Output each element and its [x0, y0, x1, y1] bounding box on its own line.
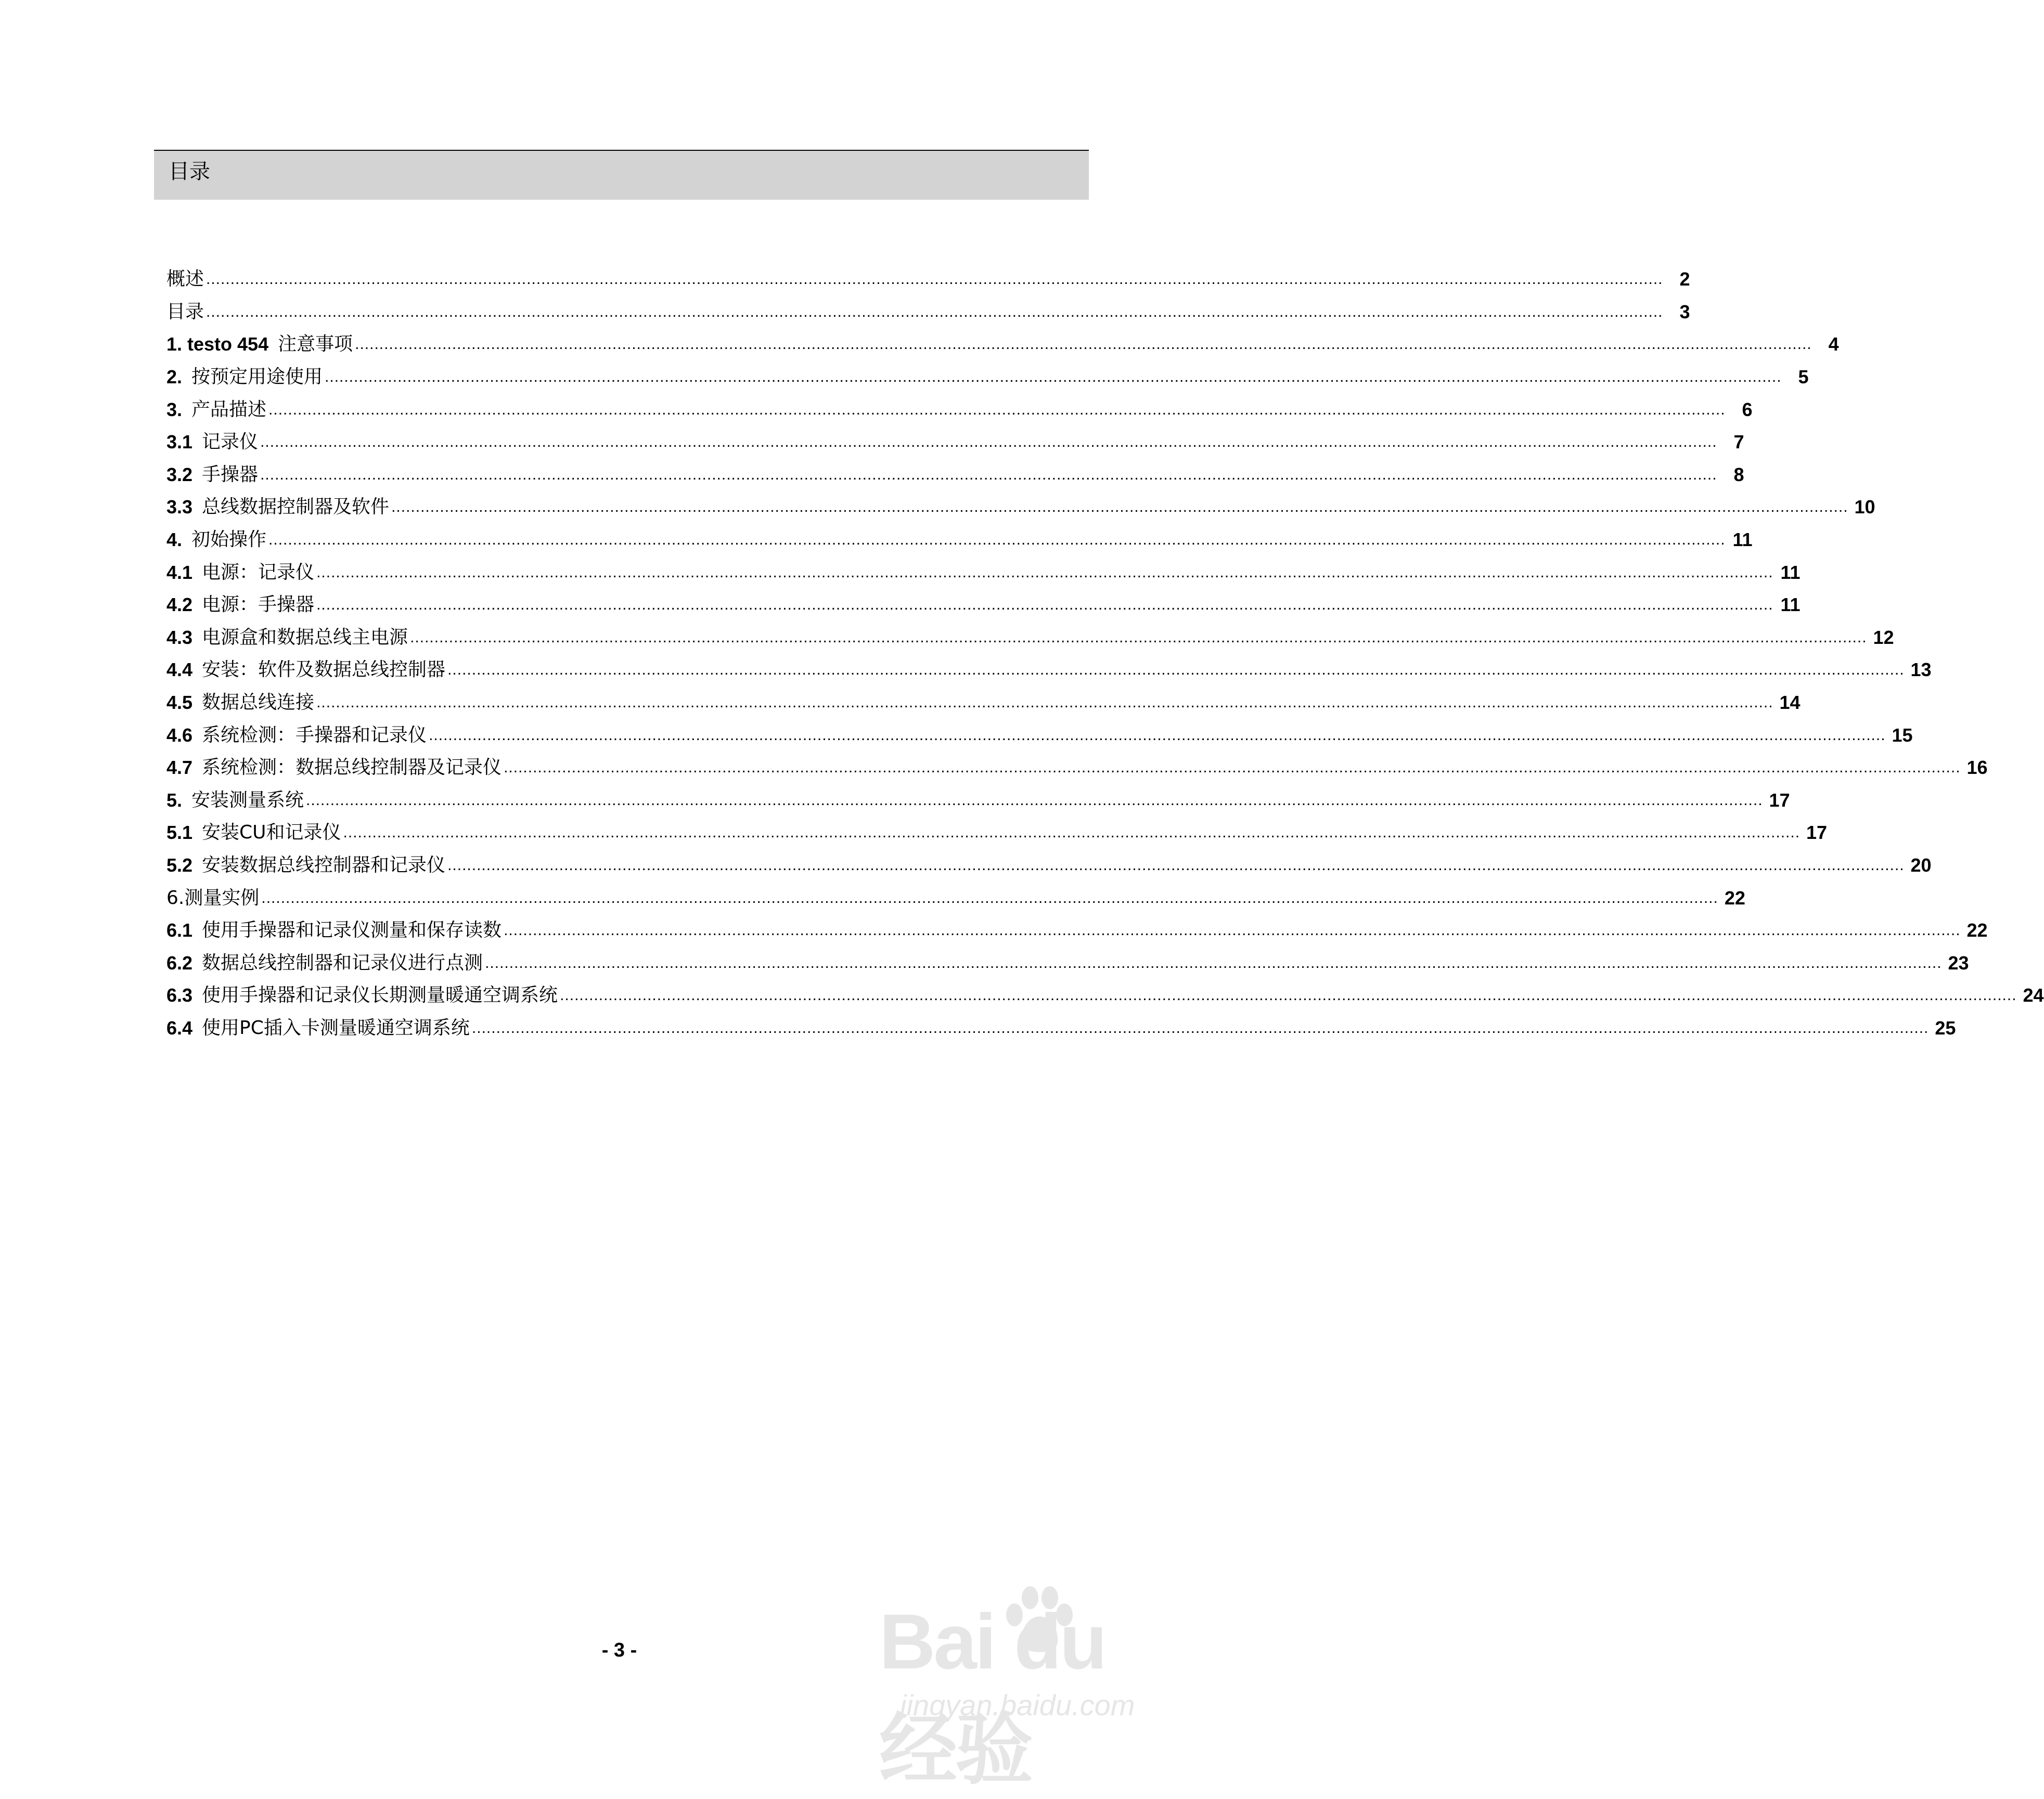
toc-entry-page: 24 [2023, 985, 2044, 1006]
toc-leader-dots: ............................................................................................................................................................................................................................................................................................................ [306, 791, 1763, 809]
toc-entry[interactable] [166, 979, 2044, 1012]
toc-entry-page: 14 [1779, 692, 1801, 714]
toc-leader-dots: ............................................................................................................................................................................................................................................................................................................ [206, 303, 1663, 320]
toc-entry-number: 4.7 [166, 757, 193, 779]
toc-leader-dots: ............................................................................................................................................................................................................................................................................................................ [447, 661, 1905, 679]
toc-entry[interactable] [166, 361, 1809, 394]
toc-entry-page: 11 [1780, 561, 1801, 583]
toc-leader-dots: ............................................................................................................................................................................................................................................................................................................ [316, 563, 1773, 581]
toc-leader-dots: ............................................................................................................................................................................................................................................................................................................ [316, 694, 1773, 711]
toc-leader-dots: ............................................................................................................................................................................................................................................................................................................ [325, 368, 1782, 386]
toc-entry-number: 2. [166, 366, 183, 388]
toc-entry-page: 13 [1910, 659, 1932, 681]
toc-entry-title: 电源：手操器 [202, 594, 315, 616]
toc-entry-number: 3. [166, 398, 183, 420]
toc-entry-number: 3.2 [166, 463, 193, 485]
toc-leader-dots: ............................................................................................................................................................................................................................................................................................................ [343, 824, 1801, 842]
toc-leader-dots: ............................................................................................................................................................................................................................................................................................................ [355, 335, 1812, 353]
toc-leader-dots: ............................................................................................................................................................................................................................................................................................................ [410, 628, 1867, 646]
toc-entry-number: 4. [166, 529, 183, 551]
toc-entry[interactable] [166, 882, 1745, 914]
toc-entry-page: 2 [1679, 268, 1690, 290]
toc-entry-number: 4.6 [166, 724, 193, 746]
toc-leader-dots: ............................................................................................................................................................................................................................................................................................................ [268, 531, 1726, 549]
toc-entry[interactable] [166, 328, 1839, 361]
toc-entry-title: 6.测量实例 [166, 887, 260, 909]
toc-entry-page: 16 [1966, 757, 1988, 779]
toc-entry-title: 安装测量系统 [191, 789, 304, 811]
toc-entry-page: 22 [1724, 887, 1745, 909]
toc-entry-page: 6 [1742, 398, 1753, 420]
toc-leader-dots: ............................................................................................................................................................................................................................................................................................................ [504, 759, 1961, 776]
toc-entry-title: 数据总线连接 [202, 692, 315, 714]
toc-entry[interactable] [166, 296, 1690, 329]
toc-leader-dots: ............................................................................................................................................................................................................................................................................................................ [260, 465, 1717, 483]
toc-entry-number: 5.2 [166, 854, 193, 876]
toc-entry[interactable] [166, 524, 1753, 556]
toc-entry-page: 5 [1798, 366, 1809, 388]
toc-entry[interactable] [166, 556, 1801, 589]
toc-entry-number: 5.1 [166, 822, 193, 844]
toc-entry[interactable] [166, 752, 1988, 784]
toc-entry-number: 4.4 [166, 659, 193, 681]
toc-entry-title: 记录仪 [202, 431, 259, 453]
toc-entry-number: 3.1 [166, 431, 193, 453]
toc-entry-page: 20 [1910, 854, 1932, 876]
toc-entry-number: 3.3 [166, 496, 193, 518]
toc-leader-dots: ............................................................................................................................................................................................................................................................................................................ [316, 596, 1773, 614]
toc-entry-page: 11 [1780, 594, 1801, 616]
toc-entry[interactable] [166, 654, 1932, 687]
toc-entry-number: 4.2 [166, 594, 193, 616]
toc-entry-number: 1. testo 454 [166, 333, 269, 355]
toc-entry-page: 25 [1935, 1017, 1956, 1039]
toc-entry-title: 安装数据总线控制器和记录仪 [202, 854, 446, 876]
toc-header-band [154, 150, 1089, 200]
toc-entry-title: 使用手操器和记录仪测量和保存读数 [202, 920, 502, 941]
toc-entry-title: 总线数据控制器及软件 [202, 496, 390, 518]
toc-entry-page: 23 [1948, 952, 1969, 974]
toc-entry-number: 5. [166, 789, 183, 811]
toc-entry[interactable] [166, 491, 1875, 524]
toc-entry-title: 数据总线控制器和记录仪进行点测 [202, 952, 483, 974]
toc-entry-title: 使用PC插入卡测量暖通空调系统 [202, 1017, 470, 1039]
toc-entry-number: 6.3 [166, 985, 193, 1006]
toc-entry-title: 电源盒和数据总线主电源 [202, 626, 408, 648]
toc-entry-title: 使用手操器和记录仪长期测量暖通空调系统 [202, 985, 558, 1006]
toc-entry-number: 4.3 [166, 626, 193, 648]
toc-leader-dots: ............................................................................................................................................................................................................................................................................................................ [260, 433, 1717, 451]
toc-entry-title: 系统检测：数据总线控制器及记录仪 [202, 757, 502, 779]
toc-entry-title: 目录 [166, 301, 204, 322]
toc-entry-number: 6.2 [166, 952, 193, 974]
toc-leader-dots: ............................................................................................................................................................................................................................................................................................................ [429, 726, 1886, 744]
toc-leader-dots: ............................................................................................................................................................................................................................................................................................................ [206, 270, 1663, 288]
toc-entry-page: 11 [1732, 529, 1753, 551]
baidu-watermark [879, 1586, 1191, 1793]
toc-entry-title: 按预定用途使用 [191, 366, 323, 388]
toc-entry[interactable] [166, 817, 1828, 849]
toc-entry[interactable] [166, 687, 1801, 719]
toc-entry-page: 17 [1806, 822, 1828, 844]
toc-leader-dots: ............................................................................................................................................................................................................................................................................................................ [471, 1019, 1929, 1037]
toc-entry-page: 3 [1679, 301, 1690, 322]
watermark-logo: Bai du 经验 [879, 1598, 1105, 1793]
watermark-url: jingyan.baidu.com [900, 1689, 1135, 1722]
toc-entry-page: 4 [1828, 333, 1839, 355]
toc-entry-title: 初始操作 [191, 529, 267, 551]
table-of-contents [166, 263, 2044, 1044]
toc-entry[interactable] [166, 263, 1690, 296]
toc-entry-title: 安装：软件及数据总线控制器 [202, 659, 446, 681]
toc-entry-page: 8 [1733, 463, 1744, 485]
page-number: - 3 - [601, 1639, 637, 1661]
toc-entry[interactable] [166, 914, 1988, 947]
toc-leader-dots: ............................................................................................................................................................................................................................................................................................................ [485, 954, 1942, 972]
toc-leader-dots: ............................................................................................................................................................................................................................................................................................................ [504, 922, 1961, 939]
toc-leader-dots: ............................................................................................................................................................................................................................................................................................................ [447, 856, 1905, 874]
toc-entry[interactable] [166, 784, 1790, 817]
toc-entry-number: 6.1 [166, 920, 193, 941]
toc-entry-title: 电源：记录仪 [202, 561, 315, 583]
toc-entry[interactable] [166, 719, 1913, 752]
toc-entry-page: 10 [1854, 496, 1875, 518]
toc-entry[interactable] [166, 393, 1753, 426]
toc-entry[interactable] [166, 459, 1744, 491]
toc-entry-page: 15 [1892, 724, 1913, 746]
toc-entry-page: 7 [1733, 431, 1744, 453]
toc-entry-title: 注意事项 [278, 333, 353, 355]
toc-entry-page: 22 [1966, 920, 1988, 941]
toc-entry-title: 系统检测：手操器和记录仪 [202, 724, 427, 746]
toc-entry[interactable] [166, 622, 1894, 654]
toc-entry[interactable] [166, 1012, 1956, 1045]
toc-leader-dots: ............................................................................................................................................................................................................................................................................................................ [261, 889, 1718, 907]
toc-entry[interactable] [166, 589, 1801, 622]
toc-entry[interactable] [166, 849, 1932, 882]
toc-entry-title: 手操器 [202, 463, 259, 485]
toc-entry-number: 6.4 [166, 1017, 193, 1039]
page-title: 目录 [169, 160, 210, 184]
toc-entry-number: 4.5 [166, 692, 193, 714]
toc-entry-number: 4.1 [166, 561, 193, 583]
toc-leader-dots: ............................................................................................................................................................................................................................................................................................................ [268, 400, 1726, 418]
toc-entry-page: 12 [1873, 626, 1894, 648]
toc-entry-title: 安装CU和记录仪 [202, 822, 341, 844]
toc-entry[interactable] [166, 947, 1969, 979]
toc-entry[interactable] [166, 426, 1744, 459]
toc-leader-dots: ............................................................................................................................................................................................................................................................................................................ [391, 498, 1848, 516]
toc-entry-title: 概述 [166, 268, 204, 290]
toc-leader-dots: ............................................................................................................................................................................................................................................................................................................ [560, 987, 2017, 1004]
toc-entry-title: 产品描述 [191, 398, 267, 420]
toc-entry-page: 17 [1769, 789, 1790, 811]
